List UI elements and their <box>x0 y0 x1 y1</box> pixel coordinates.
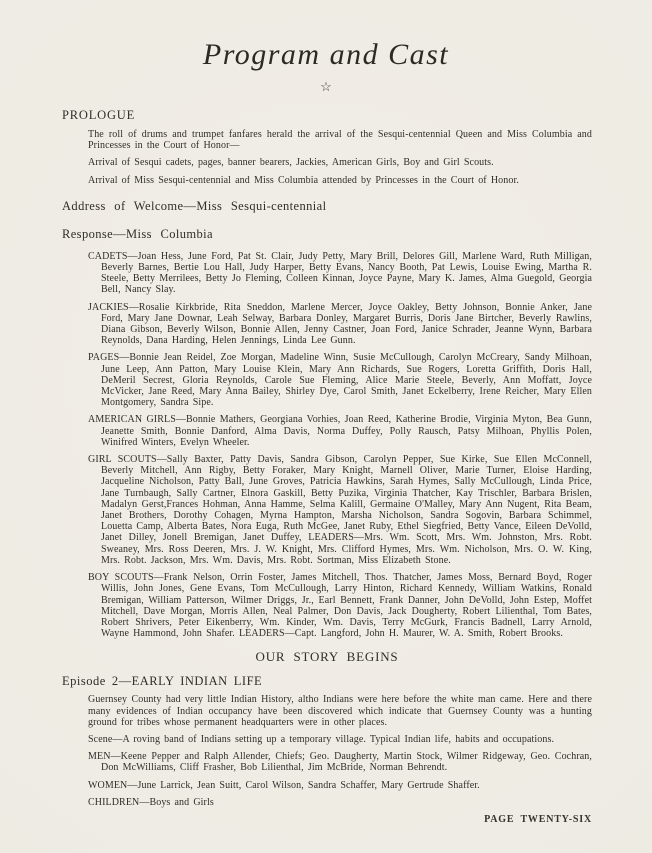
cast-group-cadets: CADETS—Joan Hess, June Ford, Pat St. Clair, Judy Petty, Mary Brill, Delores Gill, Marlene Ward, Ruth Milligan, Beverly Barnes, Bertie Lou Hall, Judy Harper, Betty Evans, Nancy Booth, Pat Lewis, Louise Ewing, Martha R. Steele, Betty Merrilees, Betty Jo Fleming, Colleen Kinnan, Joyce Payne, Mary K. James, Alma Guegold, Georgia Bell, Nancy Slay. <box>88 250 592 296</box>
cast-group-boy-scouts: BOY SCOUTS—Frank Nelson, Orrin Foster, James Mitchell, Thos. Thatcher, James Moss, Bernard Boyd, Roger Willis, John Jones, Gene Evans, Tom McCullough, Larry Hinton, Richard Kennedy, William Watkins, Ronald Bremigan, William Patterson, Wilmer Driggs, Jr., Earl Bennett, Frank Danner, John DeVolld, John Estep, Moffet Mitchell, Dave Morgan, Morris Allen, Neal Palmer, Don Davis, Jack Dougherty, Robert Lilienthal, Tom Bates, Robert Shrivers, Peter Eikenberry, Wm. Kinder, Wm. Davis, Terry McGurk, Francis Badnell, Larry Arnold, Wayne Hammond, John Shafer. LEADERS—Capt. Langford, John H. Maurer, W. A. Smith, Robert Brooks. <box>88 572 592 640</box>
cast-group-american-girls: AMERICAN GIRLS—Bonnie Mathers, Georgiana Vorhies, Joan Reed, Katherine Brodie, Virginia Myton, Bea Gunn, Jeanette Smith, Bonnie Danford, Alma Davis, Norma Duffey, Polly Rausch, Patsy Milhoan, Phyllis Polen, Winifred Winters, Evelyn Wheeler. <box>88 414 592 448</box>
children-cast-line: CHILDREN—Boys and Girls <box>88 796 214 808</box>
women-cast-line: WOMEN—June Larrick, Jean Suitt, Carol Wilson, Sandra Schaffer, Mary Gertrude Shaffer. <box>88 779 480 791</box>
cast-group-pages: PAGES—Bonnie Jean Reidel, Zoe Morgan, Madeline Winn, Susie McCullough, Carolyn McCreary, Sandy Milhoan, June Leep, Ann Patton, Mary Louise Klein, Mary Ann Richards, Sue Rogers, Loretta Griffith, Doris Hall, DeMeril Secrest, Gloria Reynolds, Carole Sue Fleming, Alice Marie Steele, Beverly, Ann Moffatt, Joyce McVicker, Jane Reed, Mary Anna Bailey, Shirley Dye, Carol Smith, Janet Eckelberry, Irene Reicher, Mary Ellen Montgomery, Sandra Sipe. <box>88 352 592 409</box>
prologue-paragraph-2: Arrival of Sesqui cadets, pages, banner bearers, Jackies, American Girls, Boy and Girl Scouts. <box>88 157 494 169</box>
address-of-welcome-line: Address of Welcome—Miss Sesqui-centennial <box>62 198 327 213</box>
men-cast-line: MEN—Keene Pepper and Ralph Allender, Chiefs; Geo. Daugherty, Martin Stock, Wilmer Ridgeway, Geo. Cochran, Don McWilliams, Cliff Frasher, Bob Lilienthal, Jim McBride, Norman Behrendt. <box>88 751 592 774</box>
prologue-paragraph-1: The roll of drums and trumpet fanfares herald the arrival of the Sesqui-centennial Queen and Miss Columbia and Princesses in the Court of Honor— <box>88 129 592 152</box>
response-line: Response—Miss Columbia <box>62 226 213 241</box>
cast-list-section <box>62 251 592 640</box>
episode-description: Guernsey County had very little Indian History, altho Indians were here before the white man came. Here and there many evidences of Indian occupancy have been discovered which indicate that Guernsey County was a hunting ground for tribes whose permanent headquarters were in other places. <box>88 694 592 728</box>
page-number: PAGE TWENTY-SIX <box>484 813 592 825</box>
cast-group-girl-scouts: GIRL SCOUTS—Sally Baxter, Patty Davis, Sandra Gibson, Carolyn Pepper, Sue Kirke, Sue Ellen McConnell, Beverly Mitchell, Ann Rigby, Betty Foraker, Mary Knight, Marnell Oliver, Marie Turner, Eloise Harding, Jacqueline Nicholson, Patty Ball, June Groves, Patricia Hawkins, Sarah Hymes, Sally McCullough, Linda Price, Jane Turnbaugh, Sally Cartner, Elnora Gaskill, Betty Puzika, Virginia Thatcher, Kay Trischler, Barbara Brislen, Madalyn Gerst,Frances Hohman, Anna Hamme, Selma Kalill, Germaine O'Malley, Mary Ann Nugent, Rita Beam, Janet Brothers, Dorothy Cohagen, Myrna Hampton, Marsha Nicholson, Sandra Sogovin, Barbara Schimmel, Louetta Camp, Alberta Bates, Nora Euga, Ruth McGee, Janet Ruby, Ethel Siegfried, Betty Vance, Eileen DeVolld, Janet Dilley, Jonell Bremigan, Janet Duffey, LEADERS—Mrs. Wm. Scott, Mrs. Wm. Johnston, Mrs. Robt. Sweaney, Mrs. Ross Deeren, Mrs. J. W. Knight, Mrs. Clifford Hymes, Mrs. Wm. Nicholson, Mrs. O. W. King, Mrs. Robt. Jackson, Mrs. Wm. Davis, Mrs. Robt. Sortman, Miss Elizabeth Stone. <box>88 454 592 566</box>
our-story-begins-heading: OUR STORY BEGINS <box>255 649 399 665</box>
scene-line: Scene—A roving band of Indians setting up a temporary village. Typical Indian life, habits and occupations. <box>88 733 555 745</box>
star-icon: ☆ <box>320 79 332 94</box>
prologue-paragraph-3: Arrival of Miss Sesqui-centennial and Miss Columbia attended by Princesses in the Court of Honor. <box>88 174 519 186</box>
cast-group-jackies: JACKIES—Rosalie Kirkbride, Rita Sneddon, Marlene Mercer, Joyce Oakley, Betty Johnson, Bonnie Anker, Jane Ford, Mary Jane Downar, Leah Selway, Barbara Donley, Margaret Burris, Doris Jane Birtcher, Beverly Rawlins, Diana Gibson, Beverly Wilson, Bonnie Allen, Jenny Castner, Joan Ford, Janice Schrader, Jeanne Wynn, Barbara Reynolds, Dana Harding, Helen Jennings, Linda Lee Gunn. <box>88 301 592 347</box>
page-title: Program and Cast <box>202 38 450 71</box>
page-content <box>0 108 652 825</box>
prologue-heading: PROLOGUE <box>62 108 136 122</box>
episode-2-heading: Episode 2—EARLY INDIAN LIFE <box>62 674 263 689</box>
prologue-section <box>62 108 592 186</box>
